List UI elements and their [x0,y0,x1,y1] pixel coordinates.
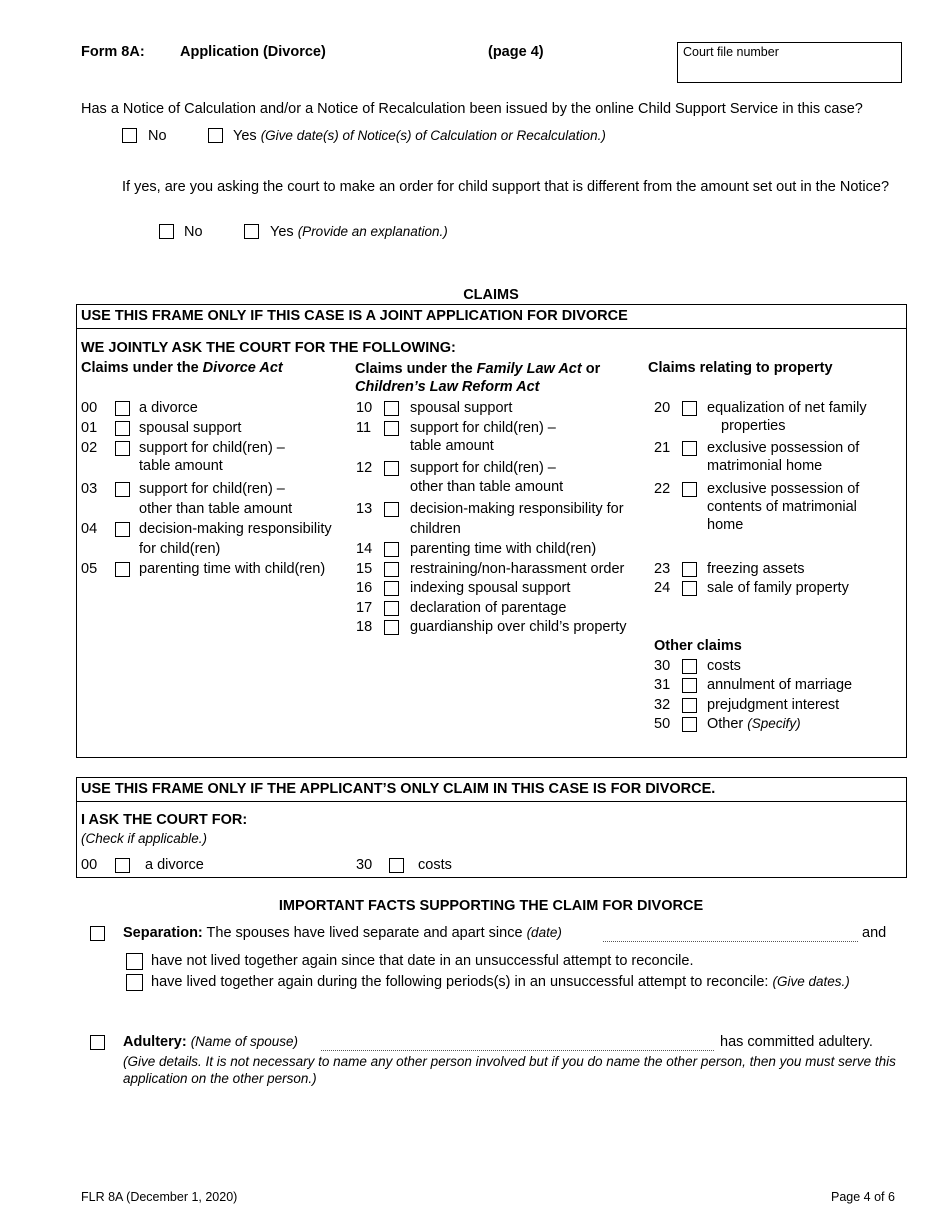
claim-label-line2: contents of matrimonial [707,499,857,515]
form-number: Form 8A: [81,44,145,60]
claim-label: exclusive possession of [707,481,860,497]
divorce-only-divider [76,801,907,802]
claim-21-checkbox[interactable] [682,441,697,456]
claim-label: decision-making responsibility for [410,501,624,517]
claim-number: 01 [81,420,98,436]
claim-04-checkbox[interactable] [115,522,130,537]
separation-date-input[interactable] [603,941,858,942]
claim-label: decision-making responsibility [139,521,332,537]
claim-03-checkbox[interactable] [115,482,130,497]
claim-11-checkbox[interactable] [384,421,399,436]
claim-16-checkbox[interactable] [384,581,399,596]
claim-label: spousal support [410,400,513,416]
claim-17-checkbox[interactable] [384,601,399,616]
separation-checkbox[interactable] [90,926,105,941]
jointly-ask-heading: WE JOINTLY ASK THE COURT FOR THE FOLLOWING: [81,340,456,356]
notice-yes-checkbox[interactable] [208,128,223,143]
claim-label-line3: home [707,517,744,533]
claim-label: support for child(ren) – [410,420,556,436]
claim-label: a divorce [139,400,198,416]
claims-heading: CLAIMS [463,287,519,303]
divorce-only-00-checkbox[interactable] [115,858,130,873]
claim-10-checkbox[interactable] [384,401,399,416]
joint-frame-divider [76,328,907,329]
claim-00-checkbox[interactable] [115,401,130,416]
claim-label-line2: table amount [139,458,223,474]
family-law-act-heading: Claims under the Family Law Act or Children’s Law Reform Act [355,361,601,395]
claim-number: 13 [356,501,373,517]
check-if-applicable-note: (Check if applicable.) [81,831,208,846]
form-title: Application (Divorce) [180,44,326,60]
footer-form-id: FLR 8A (December 1, 2020) [81,1190,238,1204]
lived-together-label: have lived together again during the following periods(s) in an unsuccessful attempt to reconcile: (Give dates.) [151,974,850,990]
claim-number: 11 [356,420,372,436]
i-ask-heading: I ASK THE COURT FOR: [81,812,248,828]
claim-13-checkbox[interactable] [384,502,399,517]
claim-label-line2: other than table amount [410,479,564,495]
claim-30-checkbox[interactable] [682,659,697,674]
claim-23-checkbox[interactable] [682,562,697,577]
claim-number: 22 [654,481,671,497]
claim-20-checkbox[interactable] [682,401,697,416]
followup-no-checkbox[interactable] [159,224,174,239]
adultery-checkbox[interactable] [90,1035,105,1050]
divorce-act-heading: Claims under the Divorce Act [81,360,283,376]
claim-number: 04 [81,521,98,537]
claim-number: 32 [654,697,671,713]
claim-24-checkbox[interactable] [682,581,697,596]
claim-label: declaration of parentage [410,600,567,616]
claim-number: 20 [654,400,671,416]
spouse-name-input[interactable] [321,1050,714,1051]
claim-label: spousal support [139,420,242,436]
adultery-statement: Adultery: (Name of spouse) [123,1034,298,1050]
claim-number: 16 [356,580,373,596]
claim-22-checkbox[interactable] [682,482,697,497]
claim-number: 05 [81,561,98,577]
claim-label: parenting time with child(ren) [139,561,326,577]
facts-heading: IMPORTANT FACTS SUPPORTING THE CLAIM FOR DIVORCE [278,898,704,914]
claim-number: 15 [356,561,373,577]
claim-number: 10 [356,400,373,416]
claim-15-checkbox[interactable] [384,562,399,577]
claim-18-checkbox[interactable] [384,620,399,635]
claim-label-line2: for child(ren) [139,541,221,557]
claim-number: 21 [654,440,671,456]
claim-number: 03 [81,481,98,497]
claim-label: guardianship over child’s property [410,619,627,635]
claim-number: 17 [356,600,373,616]
claim-label: Other (Specify) [707,716,801,732]
claim-number: 24 [654,580,671,596]
followup-yes-label: Yes (Provide an explanation.) [270,224,448,240]
claim-number: 00 [81,857,98,873]
claim-number: 23 [654,561,671,577]
claim-label: costs [707,658,741,674]
claim-50-checkbox[interactable] [682,717,697,732]
page-reference: (page 4) [488,44,544,60]
claim-label: support for child(ren) – [139,440,285,456]
adultery-suffix: has committed adultery. [720,1034,873,1050]
separation-and: and [862,925,887,941]
claim-number: 30 [654,658,671,674]
claim-label: exclusive possession of [707,440,860,456]
notice-no-checkbox[interactable] [122,128,137,143]
divorce-only-frame-title: USE THIS FRAME ONLY IF THE APPLICANT’S ONLY CLAIM IN THIS CASE IS FOR DIVORCE. [81,781,716,797]
claim-label: restraining/non-harassment order [410,561,625,577]
claim-label: equalization of net family [707,400,867,416]
claim-number: 30 [356,857,373,873]
property-claims-heading: Claims relating to property [648,360,833,376]
claim-label: prejudgment interest [707,697,840,713]
other-claims-heading: Other claims [654,638,742,654]
claim-number: 12 [356,460,373,476]
claim-05-checkbox[interactable] [115,562,130,577]
claim-label-line2: table amount [410,438,494,454]
claim-label: sale of family property [707,580,849,596]
not-lived-together-label: have not lived together again since that date in an unsuccessful attempt to reconcile. [151,953,694,969]
claim-label-line2: other than table amount [139,501,293,517]
court-file-number-label: Court file number [683,45,779,59]
claim-12-checkbox[interactable] [384,461,399,476]
claim-label: indexing spousal support [410,580,571,596]
claim-label-line2: properties [721,418,786,434]
footer-page-number: Page 4 of 6 [831,1190,895,1204]
claim-number: 50 [654,716,671,732]
claim-label: costs [418,857,452,873]
claim-label: freezing assets [707,561,805,577]
claim-number: 14 [356,541,373,557]
claim-32-checkbox[interactable] [682,698,697,713]
claim-label: support for child(ren) – [410,460,556,476]
claim-number: 31 [654,677,671,693]
claim-label: a divorce [145,857,204,873]
followup-yes-checkbox[interactable] [244,224,259,239]
notice-question: Has a Notice of Calculation and/or a Notice of Recalculation been issued by the online Child Support Service in this case? [81,101,863,117]
adultery-details-note: (Give details. It is not necessary to name any other person involved but if you do name the other person, then you must serve this application on the other person.) [123,1054,896,1086]
claim-31-checkbox[interactable] [682,678,697,693]
claim-number: 02 [81,440,98,456]
not-lived-together-checkbox[interactable] [126,953,143,970]
separation-statement: Separation: The spouses have lived separate and apart since (date) [123,925,562,941]
claim-number: 00 [81,400,98,416]
claim-label-line2: children [410,521,461,537]
followup-no-label: No [184,224,203,240]
claim-label: parenting time with child(ren) [410,541,597,557]
claim-01-checkbox[interactable] [115,421,130,436]
court-file-number-field[interactable] [677,42,902,83]
claim-label: support for child(ren) – [139,481,285,497]
notice-followup-question: If yes, are you asking the court to make an order for child support that is different from the amount set out in the Notice? [122,179,890,195]
lived-together-checkbox[interactable] [126,974,143,991]
divorce-only-30-checkbox[interactable] [389,858,404,873]
claim-02-checkbox[interactable] [115,441,130,456]
claim-label: annulment of marriage [707,677,853,693]
notice-no-label: No [148,128,167,144]
claim-label-line2: matrimonial home [707,458,823,474]
claim-14-checkbox[interactable] [384,542,399,557]
claim-number: 18 [356,619,373,635]
notice-yes-label: Yes (Give date(s) of Notice(s) of Calculation or Recalculation.) [233,128,606,144]
joint-frame-title: USE THIS FRAME ONLY IF THIS CASE IS A JOINT APPLICATION FOR DIVORCE [81,308,628,324]
